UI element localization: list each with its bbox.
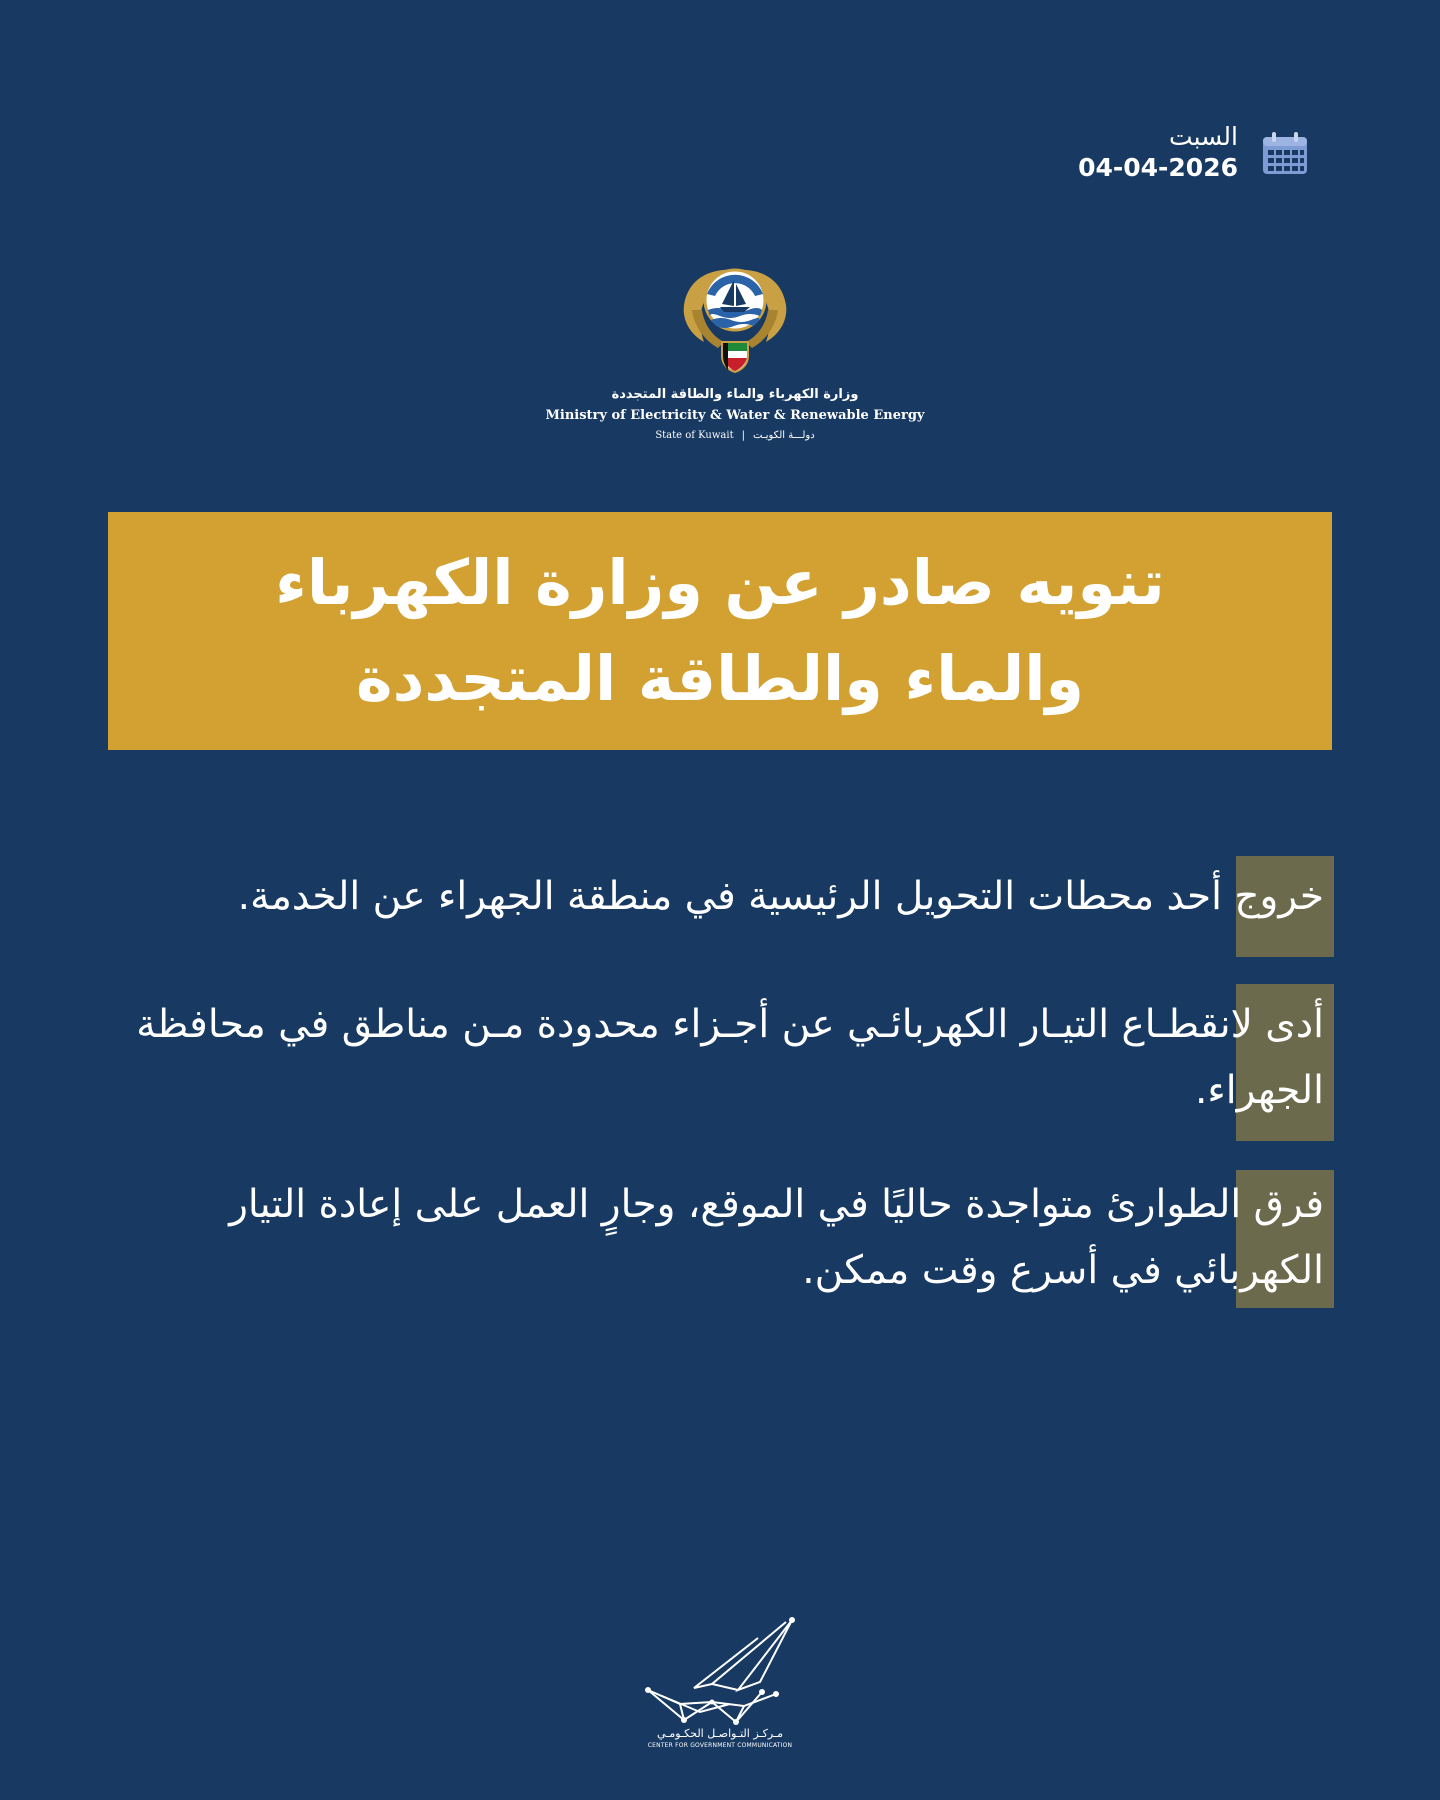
date-block [1078,122,1308,184]
banner-title-line-2: والماء والطاقة المتجددة [355,642,1085,715]
footer-name-ar: مـركـز التـواصـل الحكـومـي [656,1727,784,1740]
kuwait-emblem [678,250,792,376]
state-name-ar: دولـــة الكويـت [752,430,815,441]
state-name-en: State of Kuwait [655,430,734,441]
paragraph-text: فرق الطوارئ متواجدة حاليًا في الموقع، وجارٍ العمل على إعادة التيار الكهربائي في أسرع وقت ممكن. [229,1182,1324,1293]
banner-title-line-1: تنويه صادر عن وزارة الكهرباء [275,546,1165,619]
paragraph-3 [96,1170,1336,1302]
ministry-state [470,427,1000,445]
date-value: 04-04-2026 [1078,153,1238,182]
footer-name-en: CENTER FOR GOVERNMENT COMMUNICATION [647,1742,793,1749]
date-day: السبت [1169,122,1238,151]
title-banner [108,512,1332,750]
state-separator: | [741,430,745,441]
footer-text [620,1727,820,1750]
paragraph-1 [96,856,1336,922]
ministry-name-en: Ministry of Electricity & Water & Renewable Energy [545,408,925,423]
paragraph-2 [96,984,1336,1116]
ministry-text [470,385,1000,445]
paragraph-text: أدى لانقطـاع التيـار الكهربائـي عن أجـزاء محدودة مـن مناطق في محافظة الجهراء. [136,1002,1324,1113]
paragraph-text: خروج أحد محطات التحويل الرئيسية في منطقة الجهراء عن الخدمة. [237,874,1324,919]
banner-title [275,535,1165,727]
ministry-name-ar: وزارة الكهرباء والماء والطاقة المتجددة [611,387,859,402]
calendar-icon [1262,131,1308,175]
date-text [1078,122,1238,184]
